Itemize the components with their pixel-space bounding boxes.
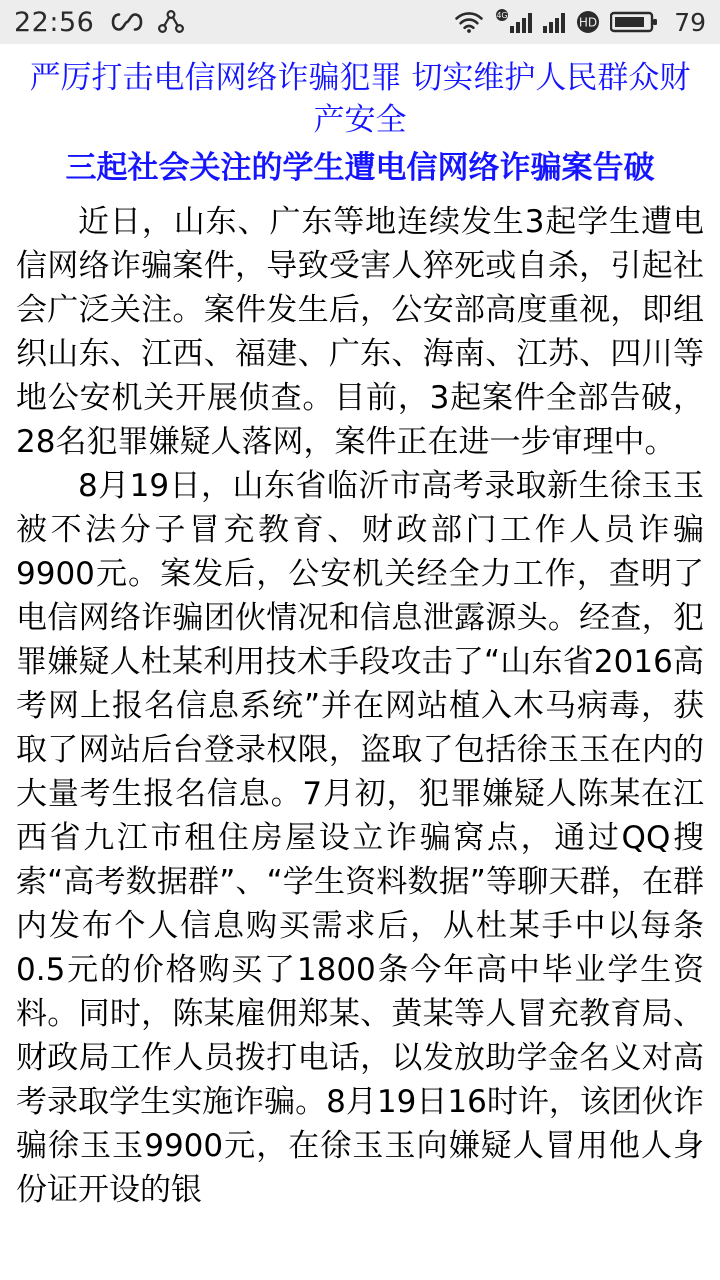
article-paragraph: 8月19日，山东省临沂市高考录取新生徐玉玉被不法分子冒充教育、财政部门工作人员诈骗9900元。案发后，公安机关经全力工作，查明了电信网络诈骗团伙情况和信息泄露源头。经查，犯罪嫌疑人杜某利用技术手段攻击了“山东省2016高考网上报名信息系统”并在网站植入木马病毒，获取了网站后台登录权限，盗取了包括徐玉玉在内的大量考生报名信息。7月初，犯罪嫌疑人陈某在江西省九江市租住房屋设立诈骗窝点，通过QQ搜索“高考数据群”、“学生资料数据”等聊天群，在群内发布个人信息购买需求后，从杜某手中以每条0.5元的价格购买了1800条今年高中毕业学生资料。同时，陈某雇佣郑某、黄某等人冒充教育局、财政局工作人员拨打电话，以发放助学金名义对高考录取学生实施诈骗。8月19日16时许，该团伙诈骗徐玉玉9900元，在徐玉玉向嫌疑人冒用他人身份证开设的银: [16, 467, 704, 1208]
wifi-icon: [454, 10, 484, 34]
article-headline-sub: 三起社会关注的学生遭电信网络诈骗案告破: [65, 149, 655, 186]
status-clock: 22:56: [14, 6, 95, 38]
signal-bars-4g-icon: [493, 9, 533, 35]
status-left-icon-group: [110, 10, 184, 34]
svg-text:4G: 4G: [496, 11, 508, 21]
article-headline-main: 严厉打击电信网络诈骗犯罪 切实维护人民群众财产安全: [29, 60, 691, 138]
article-body: [0, 44, 720, 1212]
infinity-icon: [110, 11, 144, 33]
status-right-icon-group: [454, 9, 706, 35]
hd-icon: [575, 9, 601, 35]
svg-text:HD: HD: [579, 15, 598, 30]
battery-percent-label: 79: [674, 7, 706, 37]
signal-bars-icon: [542, 9, 566, 35]
status-bar: [0, 0, 720, 44]
battery-icon: [610, 10, 658, 34]
article-paragraph: 近日，山东、广东等地连续发生3起学生遭电信网络诈骗案件，导致受害人猝死或自杀，引起社会广泛关注。案件发生后，公安部高度重视，即组织山东、江西、福建、广东、海南、江苏、四川等地公安机关开展侦查。目前，3起案件全部告破，28名犯罪嫌疑人落网，案件正在进一步审理中。: [16, 203, 704, 460]
share-nodes-icon: [158, 10, 184, 34]
